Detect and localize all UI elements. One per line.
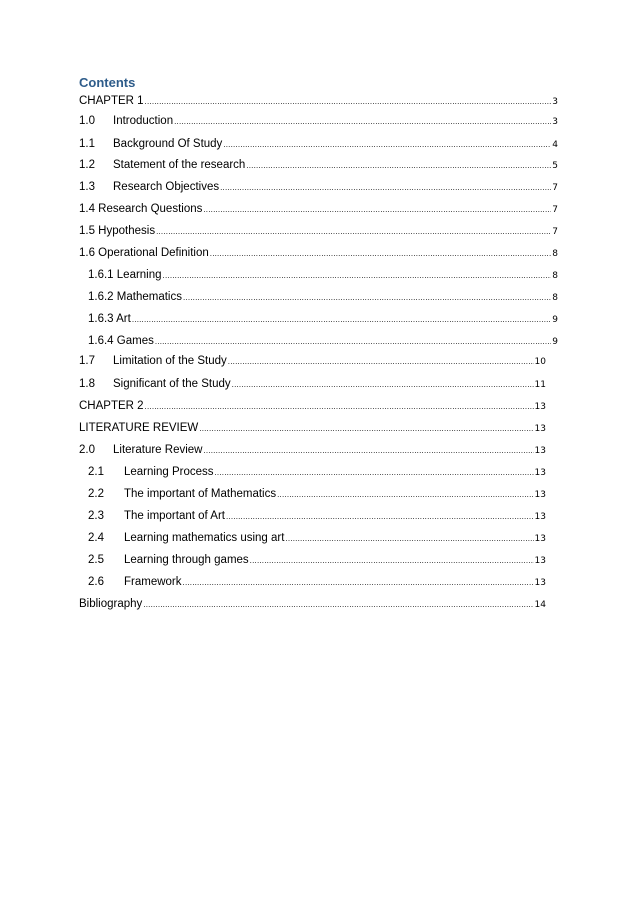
toc-entry-title: Statement of the research — [113, 159, 246, 171]
toc-entry-title: 1.6 Operational Definition — [79, 247, 209, 259]
toc-entry-2-4[interactable] — [88, 530, 546, 546]
toc-entry-page: 8 — [552, 249, 558, 259]
toc-entry-2-0[interactable] — [79, 442, 546, 458]
toc-entry-literature-review[interactable] — [79, 420, 546, 436]
toc-entry-1-8[interactable] — [79, 376, 546, 392]
toc-entry-1-2[interactable] — [79, 157, 558, 173]
toc-entry-number: 2.6 — [88, 576, 104, 588]
toc-entry-title: Literature Review — [113, 444, 203, 456]
dot-leader — [203, 443, 533, 459]
dot-leader — [223, 137, 551, 153]
toc-entry-title: Framework — [124, 576, 182, 588]
dot-leader — [132, 312, 551, 328]
toc-entry-page: 13 — [534, 424, 546, 434]
toc-entry-title: The important of Mathematics — [124, 488, 277, 500]
toc-entry-1-6-4[interactable] — [88, 333, 558, 349]
toc-entry-page: 3 — [552, 117, 558, 127]
toc-entry-2-3[interactable] — [88, 508, 546, 524]
dot-leader — [183, 290, 551, 306]
toc-entry-title: Learning through games — [124, 554, 249, 566]
dot-leader — [174, 114, 551, 130]
toc-entry-title: Significant of the Study — [113, 378, 231, 390]
toc-entry-1-4[interactable] — [79, 201, 558, 217]
toc-entry-number: 1.8 — [79, 378, 95, 390]
toc-entry-page: 5 — [552, 161, 558, 171]
dot-leader — [246, 158, 551, 174]
toc-entry-title: LITERATURE REVIEW — [79, 422, 199, 434]
toc-entry-chapter-2[interactable] — [79, 398, 546, 414]
toc-entry-title: The important of Art — [124, 510, 225, 522]
toc-entry-1-0[interactable] — [79, 113, 558, 129]
dot-leader — [277, 487, 533, 503]
toc-entry-page: 7 — [552, 227, 558, 237]
toc-entry-number: 1.0 — [79, 115, 95, 127]
dot-leader — [203, 202, 551, 218]
toc-entry-page: 11 — [534, 380, 546, 390]
toc-entry-page: 9 — [552, 315, 558, 325]
toc-entry-2-2[interactable] — [88, 486, 546, 502]
dot-leader — [163, 268, 552, 284]
toc-entry-number: 1.2 — [79, 159, 95, 171]
toc-entry-number: 2.4 — [88, 532, 104, 544]
toc-entry-page: 13 — [534, 578, 546, 588]
toc-entry-page: 13 — [534, 490, 546, 500]
toc-entry-1-1[interactable] — [79, 136, 558, 152]
toc-entry-page: 4 — [552, 140, 558, 150]
toc-entry-chapter-1[interactable] — [79, 93, 558, 109]
toc-entry-page: 14 — [534, 600, 546, 610]
toc-entry-number: 2.0 — [79, 444, 95, 456]
toc-entry-title: Introduction — [113, 115, 174, 127]
toc-entry-title: 1.6.3 Art — [88, 313, 131, 325]
toc-entry-title: 1.6.4 Games — [88, 335, 154, 347]
toc-entry-page: 13 — [534, 446, 546, 456]
toc-entry-title: 1.6.2 Mathematics — [88, 291, 182, 303]
toc-entry-1-6-1[interactable] — [88, 267, 558, 283]
toc-entry-number: 1.7 — [79, 355, 95, 367]
dot-leader — [250, 553, 534, 569]
toc-entry-number: 2.1 — [88, 466, 104, 478]
dot-leader — [226, 509, 534, 525]
toc-entry-number: 1.1 — [79, 138, 95, 150]
toc-entry-2-5[interactable] — [88, 552, 546, 568]
toc-entry-page: 13 — [534, 534, 546, 544]
dot-leader — [183, 575, 534, 591]
dot-leader — [145, 399, 534, 415]
toc-heading: Contents — [79, 75, 136, 90]
toc-entry-page: 9 — [552, 337, 558, 347]
dot-leader — [210, 246, 551, 262]
dot-leader — [155, 334, 551, 350]
toc-entry-page: 13 — [534, 556, 546, 566]
toc-entry-page: 13 — [534, 512, 546, 522]
toc-entry-title: Research Objectives — [113, 181, 220, 193]
toc-entry-page: 10 — [534, 357, 546, 367]
dot-leader — [199, 421, 533, 437]
toc-entry-title: 1.6.1 Learning — [88, 269, 162, 281]
toc-entry-page: 3 — [552, 97, 558, 107]
toc-entry-number: 2.2 — [88, 488, 104, 500]
toc-entry-title: Learning mathematics using art — [124, 532, 285, 544]
dot-leader — [228, 354, 534, 370]
toc-entry-2-1[interactable] — [88, 464, 546, 480]
toc-entry-number: 1.3 — [79, 181, 95, 193]
toc-entry-title: 1.5 Hypothesis — [79, 225, 156, 237]
dot-leader — [220, 180, 551, 196]
dot-leader — [145, 94, 552, 110]
toc-entry-1-7[interactable] — [79, 353, 546, 369]
toc-entry-1-3[interactable] — [79, 179, 558, 195]
toc-entry-page: 7 — [552, 205, 558, 215]
toc-entry-page: 8 — [552, 271, 558, 281]
toc-entry-1-6-2[interactable] — [88, 289, 558, 305]
toc-entry-1-6[interactable] — [79, 245, 558, 261]
toc-entry-title: Background Of Study — [113, 138, 223, 150]
toc-entry-title: Learning Process — [124, 466, 214, 478]
dot-leader — [143, 597, 533, 613]
dot-leader — [232, 377, 534, 393]
toc-entry-page: 7 — [552, 183, 558, 193]
toc-entry-title: 1.4 Research Questions — [79, 203, 203, 215]
toc-entry-page: 13 — [534, 468, 546, 478]
toc-entry-title: Bibliography — [79, 598, 143, 610]
toc-entry-title: Limitation of the Study — [113, 355, 227, 367]
dot-leader — [215, 465, 534, 481]
toc-entry-number: 2.3 — [88, 510, 104, 522]
toc-entry-bibliography[interactable] — [79, 596, 546, 612]
dot-leader — [285, 531, 533, 547]
toc-entry-title: CHAPTER 1 — [79, 95, 144, 107]
toc-entry-2-6[interactable] — [88, 574, 546, 590]
toc-entry-page: 13 — [534, 402, 546, 412]
toc-entry-number: 2.5 — [88, 554, 104, 566]
toc-entry-1-6-3[interactable] — [88, 311, 558, 327]
dot-leader — [156, 224, 551, 240]
toc-entry-title: CHAPTER 2 — [79, 400, 144, 412]
toc-entry-page: 8 — [552, 293, 558, 303]
toc-entry-1-5[interactable] — [79, 223, 558, 239]
